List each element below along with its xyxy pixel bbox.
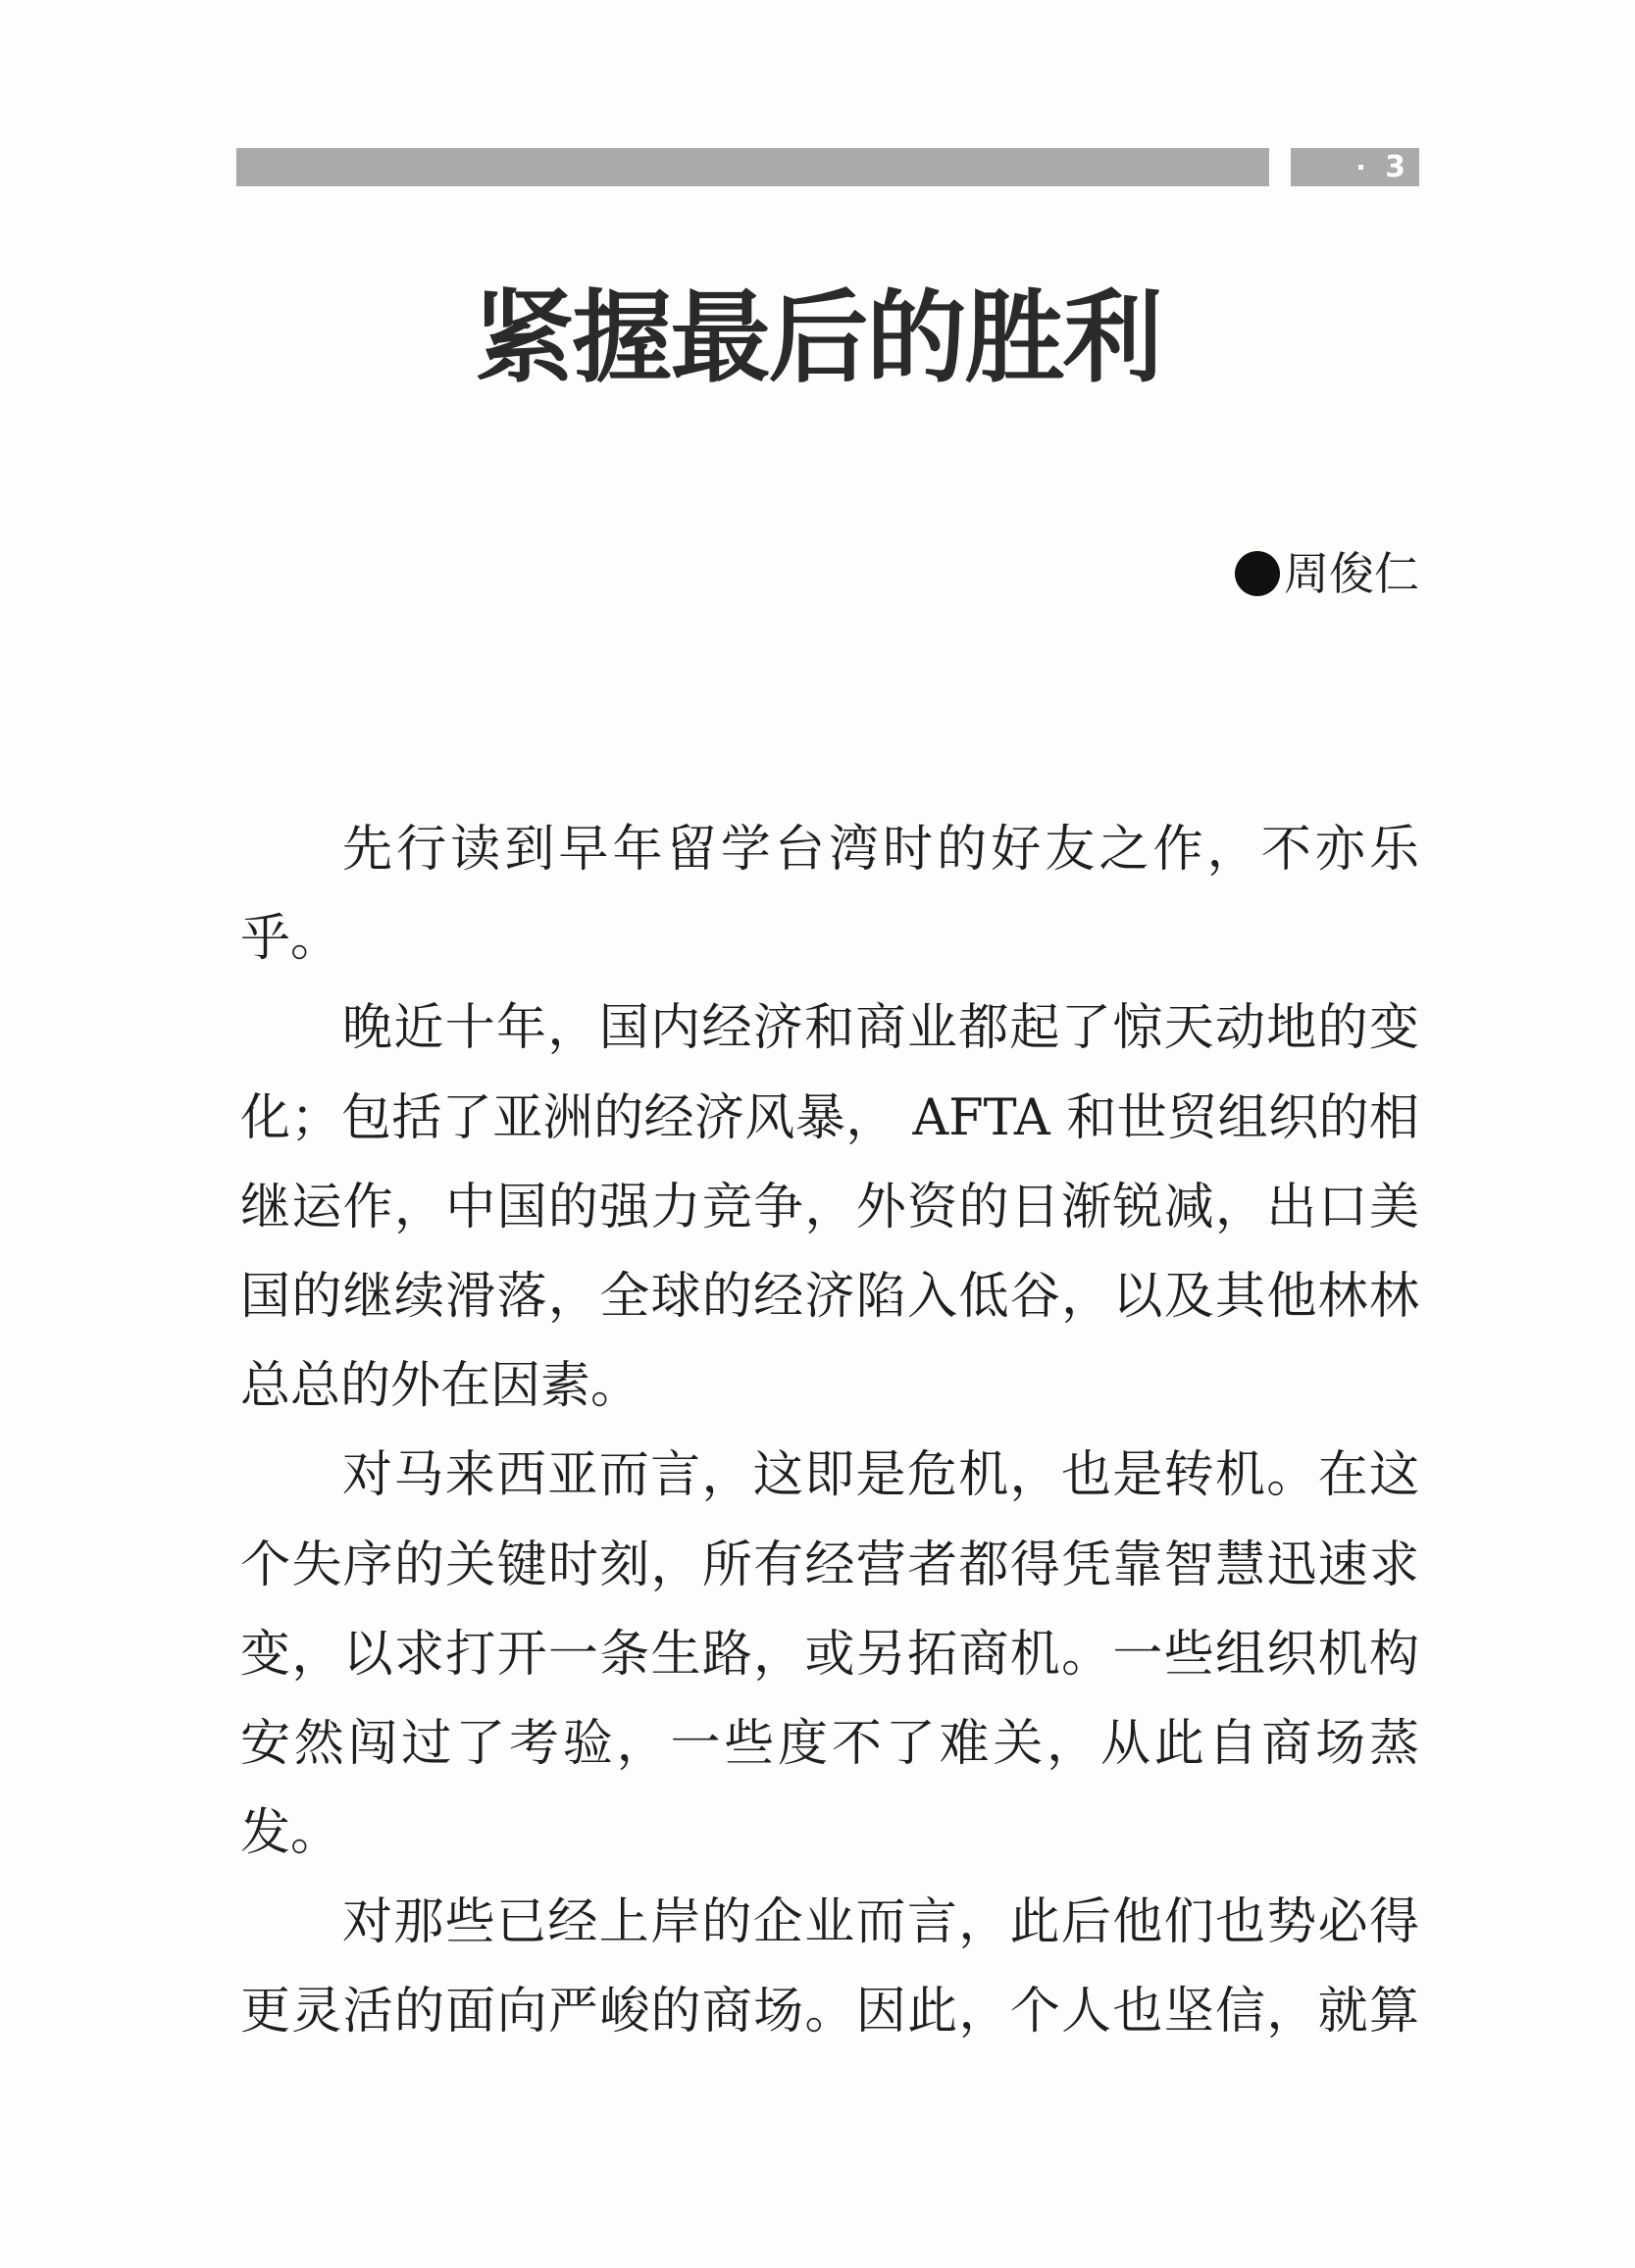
page-number: 3 [1385, 150, 1405, 184]
header-bar [236, 148, 1269, 186]
paragraph-line: 对马来西亚而言，这即是危机，也是转机。在这 [342, 1446, 1419, 1505]
paragraph-line: 继运作，中国的强力竞争，外资的日渐锐减，出口美 [240, 1178, 1419, 1236]
paragraph-line: 个失序的关键时刻，所有经营者都得凭靠智慧迅速求 [240, 1536, 1419, 1594]
article-title: 紧握最后的胜利 [474, 279, 1161, 397]
paragraph-line: 对那些已经上岸的企业而言，此后他们也势必得 [342, 1893, 1419, 1952]
paragraph-line: 总总的外在因素。 [240, 1357, 641, 1416]
paragraph-line: 晚近十年，国内经济和商业都起了惊天动地的变 [342, 999, 1419, 1058]
bullet-icon [1235, 551, 1280, 596]
separator-dot [1358, 165, 1363, 170]
page-number-box [1291, 148, 1419, 186]
paragraph-line: 国的继续滑落，全球的经济陷入低谷，以及其他林林 [240, 1267, 1419, 1326]
paragraph-line: 发。 [240, 1804, 341, 1863]
paragraph-line: 先行读到早年留学台湾时的好友之作，不亦乐 [342, 821, 1419, 879]
paragraph-line: 安然闯过了考验，一些度不了难关，从此自商场蒸 [240, 1714, 1419, 1773]
paragraph-line: 更灵活的面向严峻的商场。因此，个人也坚信，就算 [240, 1983, 1419, 2041]
author-byline [1235, 544, 1419, 603]
article-body [240, 805, 1419, 2057]
paragraph-line: 变，以求打开一条生路，或另拓商机。一些组织机构 [240, 1625, 1419, 1684]
author-name: 周俊仁 [1284, 547, 1419, 600]
paragraph-line: 化；包括了亚洲的经济风暴， AFTA 和世贸组织的相 [240, 1088, 1419, 1147]
paragraph-line: 乎。 [240, 910, 341, 969]
